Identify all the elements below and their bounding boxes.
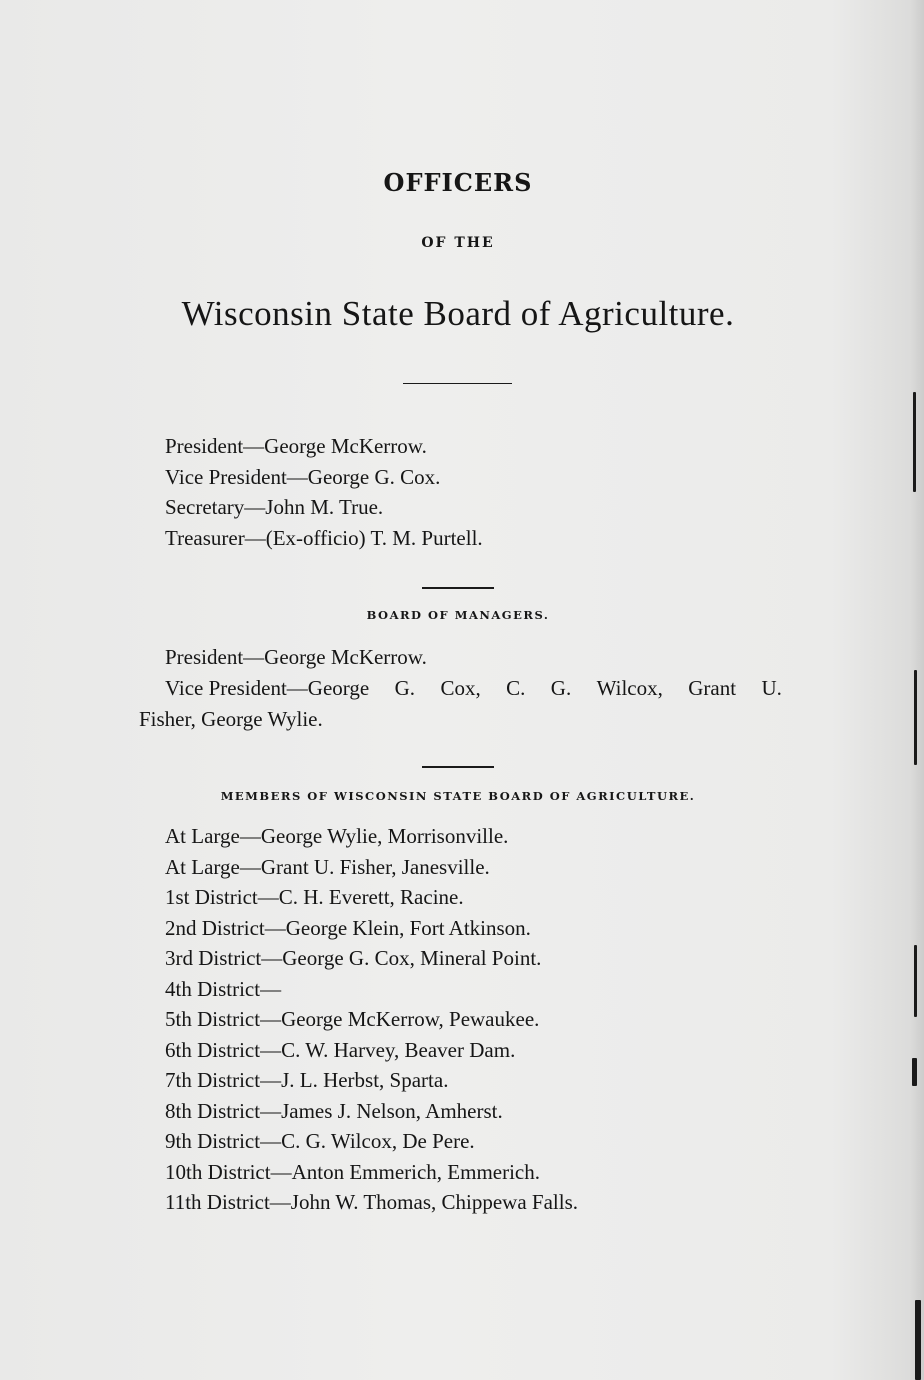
list-item: President—George McKerrow. [165,434,427,458]
section-heading-managers: BOARD OF MANAGERS. [366,608,550,622]
list-item: 1st District—C. H. Everett, Racine. [165,885,464,909]
list-item: 7th District—J. L. Herbst, Sparta. [165,1068,449,1092]
divider [422,766,494,768]
managers-president: President—George McKerrow. [165,645,427,669]
list-item: 3rd District—George G. Cox, Mineral Point. [165,946,542,970]
members-list [165,821,578,1218]
section-heading-members: MEMBERS OF WISCONSIN STATE BOARD OF AGRICULTURE. [220,789,696,803]
heading-of-the: OF THE [421,235,495,251]
heading-officers: OFFICERS [383,168,533,197]
divider [403,383,512,384]
page-title: Wisconsin State Board of Agriculture. [181,294,735,333]
binding-mark [915,1300,921,1380]
text-word: Cox, [440,676,481,700]
text-word: G. [394,676,416,700]
list-item: 9th District—C. G. Wilcox, De Pere. [165,1129,475,1153]
binding-mark [914,670,917,765]
list-item: 6th District—C. W. Harvey, Beaver Dam. [165,1037,516,1062]
managers-block [139,642,782,735]
list-item: 8th District—James J. Nelson, Amherst. [165,1098,503,1123]
text-word: U. [761,676,782,700]
list-item: Secretary—John M. True. [165,495,384,519]
text-word: Wilcox, [596,676,663,700]
managers-vice-president-continued: Fisher, George Wylie. [139,707,323,731]
binding-mark [914,945,917,1017]
managers-vice-president [139,673,782,704]
binding-mark [912,1058,917,1086]
text-word: G. [550,676,572,700]
list-item: Vice President—George G. Cox. [165,464,441,489]
list-item: Treasurer—(Ex-officio) T. M. Purtell. [165,525,483,550]
divider [422,587,494,589]
list-item: 11th District—John W. Thomas, Chippewa Falls. [165,1190,578,1214]
list-item: At Large—Grant U. Fisher, Janesville. [165,854,490,879]
text-word: Vice President—George [165,676,370,700]
officers-list [165,431,483,553]
list-item: 2nd District—George Klein, Fort Atkinson. [165,915,531,940]
list-item: At Large—George Wylie, Morrisonville. [165,824,509,848]
text-word: Grant [688,676,737,700]
list-item: 10th District—Anton Emmerich, Emmerich. [165,1159,541,1184]
text-word: C. [506,676,526,700]
page-edge-shadow [910,0,924,1380]
binding-mark [913,392,916,492]
list-item: 4th District— [165,976,282,1001]
list-item: 5th District—George McKerrow, Pewaukee. [165,1007,540,1031]
